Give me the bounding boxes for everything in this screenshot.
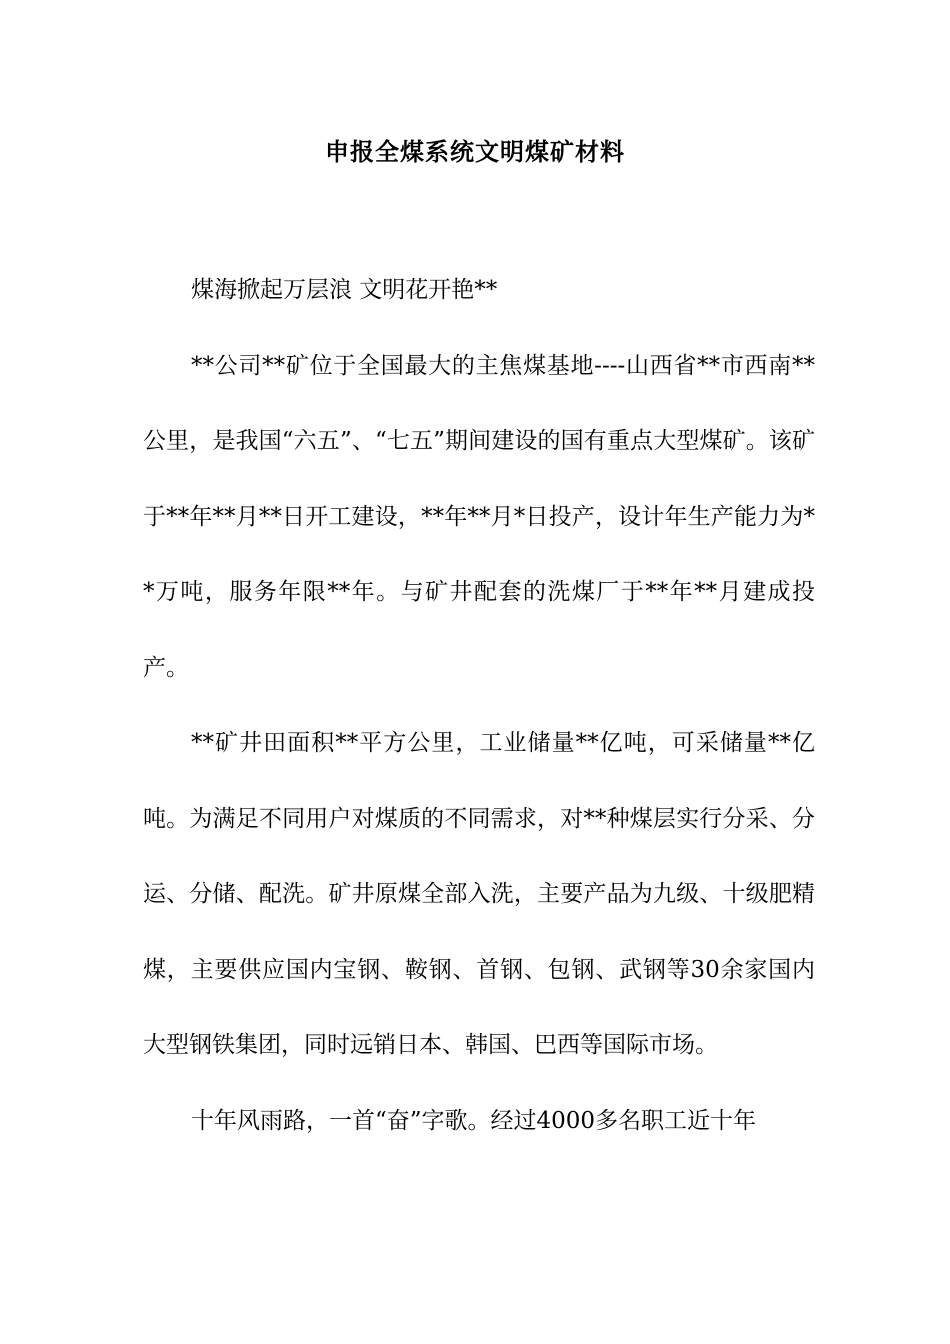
- paragraph: **矿井田面积**平方公里，工业储量**亿吨，可采储量**亿吨。为满足不同用户对煤质的不同需求，对**种煤层实行分采、分运、分储、配洗。矿井原煤全部入洗，主要产品为九级、十级肥精煤，主要供应国内宝钢、鞍钢、首钢、包钢、武钢等30余家国内大型钢铁集团，同时远销日本、韩国、巴西等国际市场。: [143, 730, 815, 1058]
- paragraph-subtitle: 煤海掀起万层浪 文明花开艳**: [191, 277, 498, 303]
- document-body: [143, 253, 815, 1159]
- document-title: 申报全煤系统文明煤矿材料: [325, 138, 625, 166]
- paragraph: 十年风雨路，一首“奋”字歌。经过4000多名职工近十年: [191, 1107, 757, 1134]
- paragraph: **公司**矿位于全国最大的主焦煤基地----山西省**市西南**公里，是我国“六五”、“七五”期间建设的国有重点大型煤矿。该矿于**年**月**日开工建设，**年**月*日投产，设计年生产能力为**万吨，服务年限**年。与矿井配套的洗煤厂于**年**月建成投产。: [143, 352, 815, 681]
